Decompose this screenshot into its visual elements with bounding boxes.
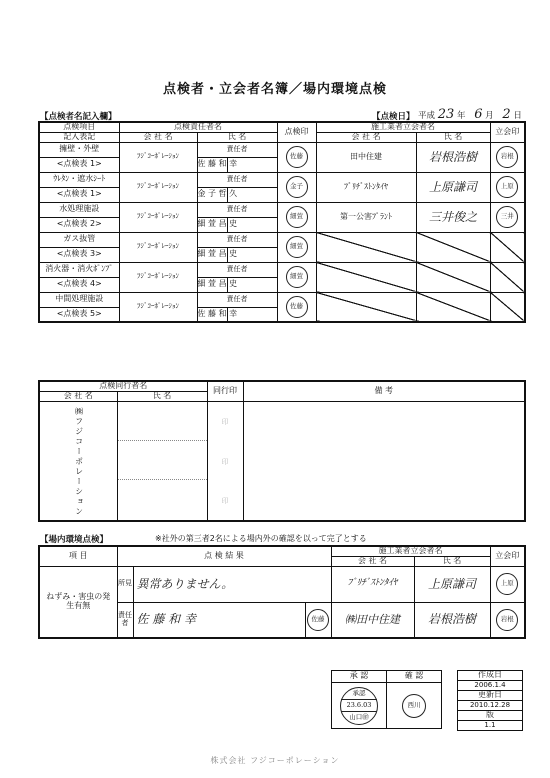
header-seal: 点検印	[277, 122, 316, 142]
responsible-name-value: 細 萱 昌 史	[197, 217, 227, 232]
approval-box	[331, 670, 442, 729]
witness-stamp-icon: 上原	[496, 176, 518, 198]
section-label-environment: 【場内環境点検】	[40, 535, 109, 545]
witness-stamp-icon: 岩根	[496, 609, 518, 631]
responsible-role-label: 責任者	[197, 172, 277, 187]
inspection-item: 消火器・消火ﾎﾟﾝﾌﾟ	[39, 262, 119, 277]
footer-company: 株式会社 フジコーポレーション	[210, 756, 340, 765]
inspector-seal	[277, 172, 316, 202]
inspector-seal	[277, 202, 316, 232]
env-witness-seal-1	[490, 566, 525, 602]
inspector-stamp-icon: 細萱	[286, 266, 308, 288]
env-item: ねずみ・害虫の発生有無	[39, 566, 117, 638]
contractor-name[interactable]: 上原謙司	[416, 172, 490, 202]
env-contractor-2-name[interactable]: 岩根浩樹	[414, 602, 490, 638]
section-label-inspectors: 【点検者名記入欄】	[40, 112, 117, 122]
inspection-item: 擁壁・外壁	[39, 142, 119, 157]
env-contractor-1-company[interactable]: ﾌﾞﾘﾁﾞｽﾄﾝﾀｲﾔ	[331, 566, 414, 602]
accompany-header: 点検同行者名	[39, 381, 207, 391]
inspection-item: 中間処理施設	[39, 292, 119, 307]
responsible-company: ﾌｼﾞｺｰﾎﾟﾚｰｼｮﾝ	[119, 292, 197, 322]
accompany-name-header: 氏 名	[117, 391, 207, 401]
header-company: 会 社 名	[119, 132, 197, 142]
inspector-seal	[277, 292, 316, 322]
seal-placeholder-3: 印	[221, 496, 229, 505]
accompany-table	[38, 380, 526, 522]
contractor-company[interactable]: 第一公害ﾌﾟﾗﾝﾄ	[316, 202, 416, 232]
inspector-rows	[39, 142, 525, 322]
version-label: 版	[458, 711, 523, 721]
header-form: 記入表記	[39, 132, 119, 142]
inspector-seal	[277, 142, 316, 172]
inspector-stamp-icon: 細萱	[286, 236, 308, 258]
env-header-company: 会 社 名	[331, 556, 414, 566]
inspector-stamp-icon: 佐藤	[286, 146, 308, 168]
responsible-name-value: 金 子 哲 久	[197, 187, 227, 202]
opinion-label: 所見	[117, 566, 133, 602]
confirm-stamp-icon: 西川	[402, 694, 426, 718]
inspector-stamp-icon: 金子	[286, 176, 308, 198]
witness-stamp-icon: 岩根	[496, 146, 518, 168]
accompany-company-header: 会 社 名	[39, 391, 117, 401]
inspection-form: <点検表 2>	[39, 217, 119, 232]
page-title: 点検者・立会者名簿／場内環境点検	[162, 82, 387, 97]
witness-seal	[490, 262, 525, 292]
inspection-date: 平成 23 年 6 月 2 日	[418, 107, 522, 122]
inspector-stamp-icon: 佐藤	[286, 296, 308, 318]
contractor-name[interactable]	[416, 292, 490, 322]
remarks-header: 備 考	[243, 381, 525, 401]
header-item: 点検項目	[39, 122, 119, 132]
inspection-item: ｳﾚﾀﾝ・遮水ｼｰﾄ	[39, 172, 119, 187]
contractor-company[interactable]	[316, 232, 416, 262]
confirm-cell	[387, 683, 442, 729]
responsible-value[interactable]: 佐 藤 和 幸	[133, 602, 305, 638]
witness-seal	[490, 202, 525, 232]
contractor-name[interactable]: 岩根浩樹	[416, 142, 490, 172]
seal-placeholder-1: 印	[221, 417, 229, 426]
created-date: 2006.1.4	[458, 681, 523, 691]
responsible-name-value: 細 萱 昌 史	[197, 277, 227, 292]
inspector-table	[38, 121, 526, 323]
contractor-name[interactable]	[416, 232, 490, 262]
witness-stamp-icon: 上原	[496, 573, 518, 595]
responsible-role-label: 責任者	[197, 142, 277, 157]
opinion-value[interactable]: 異常ありません。	[133, 566, 331, 602]
contractor-name[interactable]: 三井俊之	[416, 202, 490, 232]
responsible-role-label: 責任者	[197, 292, 277, 307]
approve-header: 承 認	[332, 671, 387, 683]
updated-label: 更新日	[458, 691, 523, 701]
revision-box	[457, 670, 523, 731]
responsible-role-label: 責任者	[197, 262, 277, 277]
env-witness-seal-2	[490, 602, 525, 638]
responsible-stamp-icon: 佐藤	[307, 609, 329, 631]
inspection-item: 水処理施設	[39, 202, 119, 217]
remarks-field[interactable]	[243, 401, 525, 521]
accompany-seals	[207, 401, 243, 521]
contractor-name[interactable]	[416, 262, 490, 292]
inspection-item: ガス抜管	[39, 232, 119, 247]
responsible-company: ﾌｼﾞｺｰﾎﾟﾚｰｼｮﾝ	[119, 172, 197, 202]
env-header-contractor: 施工業者立会者名	[331, 546, 490, 556]
responsible-name-value: 細 萱 昌 史	[197, 247, 227, 262]
inspection-form: <点検表 1>	[39, 157, 119, 172]
inspection-form: <点検表 5>	[39, 307, 119, 322]
header-c-company: 会 社 名	[316, 132, 416, 142]
env-header-item: 項 目	[39, 546, 117, 566]
approval-date-stamp-icon: 承認 23.6.03 山口㊞	[340, 687, 378, 725]
responsible-company: ﾌｼﾞｺｰﾎﾟﾚｰｼｮﾝ	[119, 232, 197, 262]
updated-date: 2010.12.28	[458, 701, 523, 711]
accompany-company: ㈱フジコーポレーション	[39, 401, 117, 521]
environment-table	[38, 545, 526, 639]
responsible-label: 責任者	[117, 602, 133, 638]
witness-seal	[490, 142, 525, 172]
witness-seal	[490, 292, 525, 322]
env-header-name: 氏 名	[414, 556, 490, 566]
witness-seal	[490, 232, 525, 262]
responsible-name-value: 佐 藤 和 幸	[197, 307, 227, 322]
responsible-company: ﾌｼﾞｺｰﾎﾟﾚｰｼｮﾝ	[119, 262, 197, 292]
witness-seal	[490, 172, 525, 202]
inspection-form: <点検表 3>	[39, 247, 119, 262]
inspector-seal	[277, 232, 316, 262]
contractor-company[interactable]: 田中住建	[316, 142, 416, 172]
responsible-company: ﾌｼﾞｺｰﾎﾟﾚｰｼｮﾝ	[119, 142, 197, 172]
responsible-name-value: 佐 藤 和 幸	[197, 157, 227, 172]
header-name: 氏 名	[197, 132, 277, 142]
created-label: 作成日	[458, 671, 523, 681]
confirm-header: 確 認	[387, 671, 442, 683]
contractor-company[interactable]	[316, 292, 416, 322]
inspection-form: <点検表 4>	[39, 277, 119, 292]
responsible-seal	[305, 602, 331, 638]
header-responsible: 点検責任者名	[119, 122, 277, 132]
header-c-name: 氏 名	[416, 132, 490, 142]
env-header-witness-seal: 立会印	[490, 546, 525, 566]
accompany-seal-header: 同行印	[207, 381, 243, 401]
inspection-date-label: 【点検日】	[372, 112, 415, 122]
completion-note: ※社外の第三者2名による場内外の確認を以って完了とする	[155, 534, 367, 543]
inspector-seal	[277, 262, 316, 292]
seal-placeholder-2: 印	[221, 457, 229, 466]
witness-stamp-icon: 三井	[496, 206, 518, 228]
responsible-role-label: 責任者	[197, 202, 277, 217]
accompany-names	[117, 401, 207, 521]
inspector-stamp-icon: 細萱	[286, 206, 308, 228]
env-contractor-2-company[interactable]: ㈱田中住建	[331, 602, 414, 638]
header-contractor: 施工業者立会者名	[316, 122, 490, 132]
approve-cell	[332, 683, 387, 729]
env-header-result: 点 検 結 果	[117, 546, 331, 566]
contractor-company[interactable]	[316, 262, 416, 292]
responsible-role-label: 責任者	[197, 232, 277, 247]
version-value: 1.1	[458, 721, 523, 731]
header-witness-seal: 立会印	[490, 122, 525, 142]
env-contractor-1-name[interactable]: 上原謙司	[414, 566, 490, 602]
inspection-form: <点検表 1>	[39, 187, 119, 202]
contractor-company[interactable]: ﾌﾞﾘﾁﾞｽﾄﾝﾀｲﾔ	[316, 172, 416, 202]
responsible-company: ﾌｼﾞｺｰﾎﾟﾚｰｼｮﾝ	[119, 202, 197, 232]
